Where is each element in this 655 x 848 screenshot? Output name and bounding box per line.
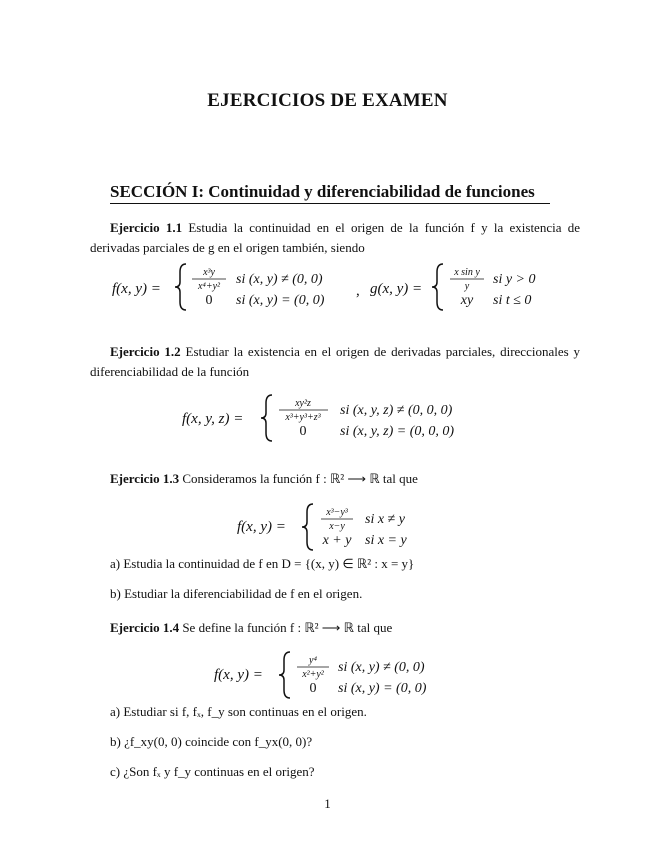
f-denominator: x−y [329, 521, 345, 532]
f-lhs: f(x, y) = [112, 281, 161, 297]
exercise-1-2-label: Ejercicio 1.2 [110, 344, 181, 359]
f-condition-1: si (x, y) ≠ (0, 0) [236, 272, 323, 287]
exercise-1-3-part-b: b) Estudiar la diferenciabilidad de f en el origen. [110, 586, 363, 601]
f-numerator: y⁴ [309, 655, 317, 666]
exercise-1-3-part-a: a) Estudia la continuidad de f en D = {(x, y) ∈ ℝ² : x = y} [110, 556, 415, 571]
separator-comma: , [356, 283, 360, 299]
left-brace [175, 264, 186, 310]
f-condition-2: si (x, y, z) = (0, 0, 0) [340, 424, 455, 439]
g-value-2: xy [460, 293, 474, 308]
f-value-2: x + y [322, 533, 352, 548]
right-brace [432, 264, 443, 310]
exercise-1-4-part-b: b) ¿f_xy(0, 0) coincide con f_yx(0, 0)? [110, 734, 313, 749]
exercise-1-4-part-c: c) ¿Son fₓ y f_y continuas en el origen? [110, 764, 315, 779]
f-condition-1: si (x, y) ≠ (0, 0) [338, 660, 425, 675]
g-condition-2: si t ≤ 0 [493, 293, 532, 308]
f-denominator: x²+y² [302, 669, 324, 680]
f-condition-1: si (x, y, z) ≠ (0, 0, 0) [340, 403, 453, 418]
f-lhs: f(x, y) = [214, 667, 263, 683]
g-lhs: g(x, y) = [370, 281, 423, 297]
f-condition-2: si (x, y) = (0, 0) [236, 293, 325, 308]
document-title: EJERCICIOS DE EXAMEN [207, 90, 448, 111]
exercise-1-3-statement [90, 469, 580, 489]
exercise-1-1-label: Ejercicio 1.1 [110, 220, 183, 235]
exercise-1-1-text: Estudia la continuidad en el origen de la función f y la existencia de derivadas parciales de g en el origen también, siendo [90, 220, 580, 255]
f-condition-1: si x ≠ y [365, 512, 405, 527]
exercise-1-4-part-a: a) Estudiar si f, fₓ, f_y son continuas en el origen. [110, 704, 367, 719]
f-numerator: x³y [203, 267, 215, 278]
section-heading: SECCIÓN I: Continuidad y diferenciabilidad de funciones [110, 182, 535, 201]
f-denominator: x⁴+y² [197, 281, 221, 292]
f-lhs: f(x, y, z) = [182, 411, 244, 427]
f-condition-2: si x = y [365, 533, 407, 548]
exercise-1-4-equation [212, 648, 472, 702]
left-brace [302, 504, 313, 550]
exercise-1-3-text: Consideramos la función f : ℝ² ⟶ ℝ tal que [182, 471, 418, 486]
g-condition-1: si y > 0 [493, 272, 536, 287]
exercise-1-4-statement [90, 618, 580, 638]
f-value-2: 0 [205, 293, 213, 308]
exercise-1-1-statement [90, 218, 580, 258]
f-value-2: 0 [299, 424, 307, 439]
left-brace [279, 652, 290, 698]
exercise-1-2-statement [90, 342, 580, 382]
g-denominator: y [464, 281, 470, 292]
exercise-1-2-equation [180, 390, 490, 446]
exercise-1-3-equation [235, 500, 455, 554]
g-numerator: x sin y [454, 267, 480, 278]
page-number: 1 [324, 796, 331, 811]
exercise-1-3-label: Ejercicio 1.3 [110, 471, 180, 486]
left-brace [261, 395, 272, 441]
exercise-1-2-text: Estudiar la existencia en el origen de derivadas parciales, direccionales y diferenciabilidad de la función [90, 344, 580, 379]
section-underline [110, 203, 550, 204]
exercise-1-4-text: Se define la función f : ℝ² ⟶ ℝ tal que [182, 620, 393, 635]
f-denominator: x³+y³+z³ [285, 412, 321, 423]
exercise-1-1-equations [100, 258, 570, 316]
f-value-2: 0 [309, 681, 317, 696]
exercise-1-4-label: Ejercicio 1.4 [110, 620, 180, 635]
f-lhs: f(x, y) = [237, 519, 286, 535]
f-numerator: xy²z [295, 398, 311, 409]
f-numerator: x³−y³ [326, 507, 348, 518]
f-condition-2: si (x, y) = (0, 0) [338, 681, 427, 696]
